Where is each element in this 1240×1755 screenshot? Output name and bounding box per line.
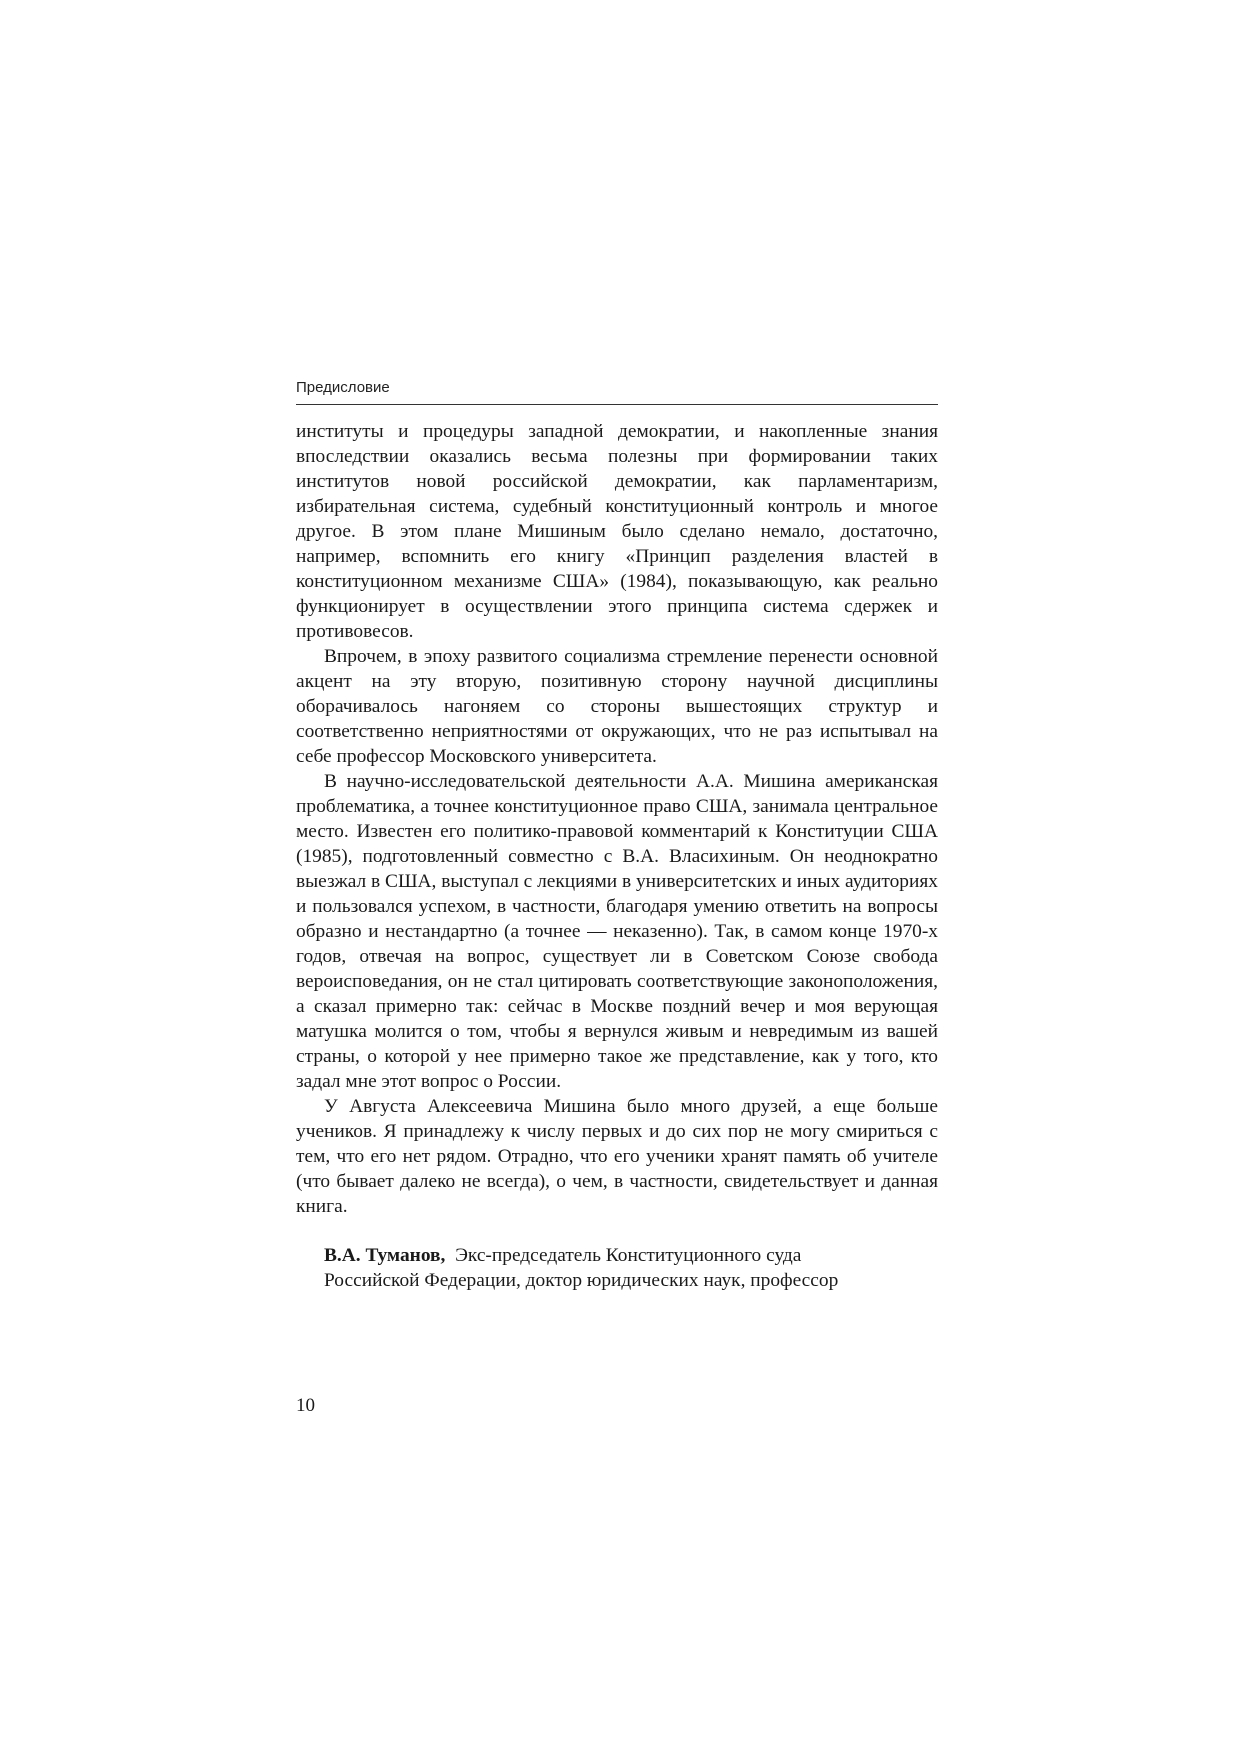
author-title-line-1: Экс-председатель Конституционного суда [455, 1245, 802, 1266]
signature-block [296, 1243, 938, 1293]
paragraph-4: У Августа Алексеевича Мишина было много друзей, а еще больше учеников. Я принадлежу к числу первых и до сих пор не могу смириться с тем, что его нет рядом. Отрадно, что его ученики хранят память об учителе (что бывает далеко не всегда), о чем, в частности, свидетельствует и данная книга. [296, 1096, 938, 1217]
page-number: 10 [296, 1395, 315, 1416]
paragraph-2: Впрочем, в эпоху развитого социализма стремление перенести основной акцент на эту вторую, позитивную сторону научной дисциплины оборачивалось нагоняем со стороны вышестоящих структур и соответственно неприятностями от окружающих, что не раз испытывал на себе профессор Московского университета. [296, 646, 938, 767]
author-name: В.А. Туманов, [324, 1245, 446, 1266]
signature-line-1 [324, 1243, 938, 1268]
paragraph-3: В научно-исследовательской деятельности А.А. Мишина американская проблематика, а точнее конституционное право США, занимала центральное место. Известен его политико-правовой комментарий к Конституции США (1985), подготовленный совместно с В.А. Власихиным. Он неоднократно выезжал в США, выступал с лекциями в университетских и иных аудиториях и пользовался успехом, в частности, благодаря умению ответить на вопросы образно и нестандартно (а точнее — неказенно). Так, в самом конце 1970-х годов, отвечая на вопрос, существует ли в Советском Союзе свобода вероисповедания, он не стал цитировать соответствующие законоположения, а сказал примерно так: сейчас в Москве поздний вечер и моя верующая матушка молится о том, чтобы я вернулся живым и невредимым из вашей страны, о которой у нее примерно такое же представление, как у того, кто задал мне этот вопрос о России. [296, 771, 938, 1092]
signature-line-2 [324, 1268, 938, 1293]
body-text [296, 419, 938, 1219]
running-head: Предисловие [296, 378, 938, 405]
page-content [296, 378, 938, 1293]
author-title-line-2: Российской Федерации, доктор юридических наук, профессор [324, 1270, 839, 1291]
paragraph-1: институты и процедуры западной демократии, и накопленные знания впоследствии оказались весьма полезны при формировании таких институтов новой российской демократии, как парламентаризм, избирательная система, судебный конституционный контроль и многое другое. В этом плане Мишиным было сделано немало, достаточно, например, вспомнить его книгу «Принцип разделения властей в конституционном механизме США» (1984), показывающую, как реально функционирует в осуществлении этого принципа система сдержек и противовесов. [296, 421, 938, 642]
